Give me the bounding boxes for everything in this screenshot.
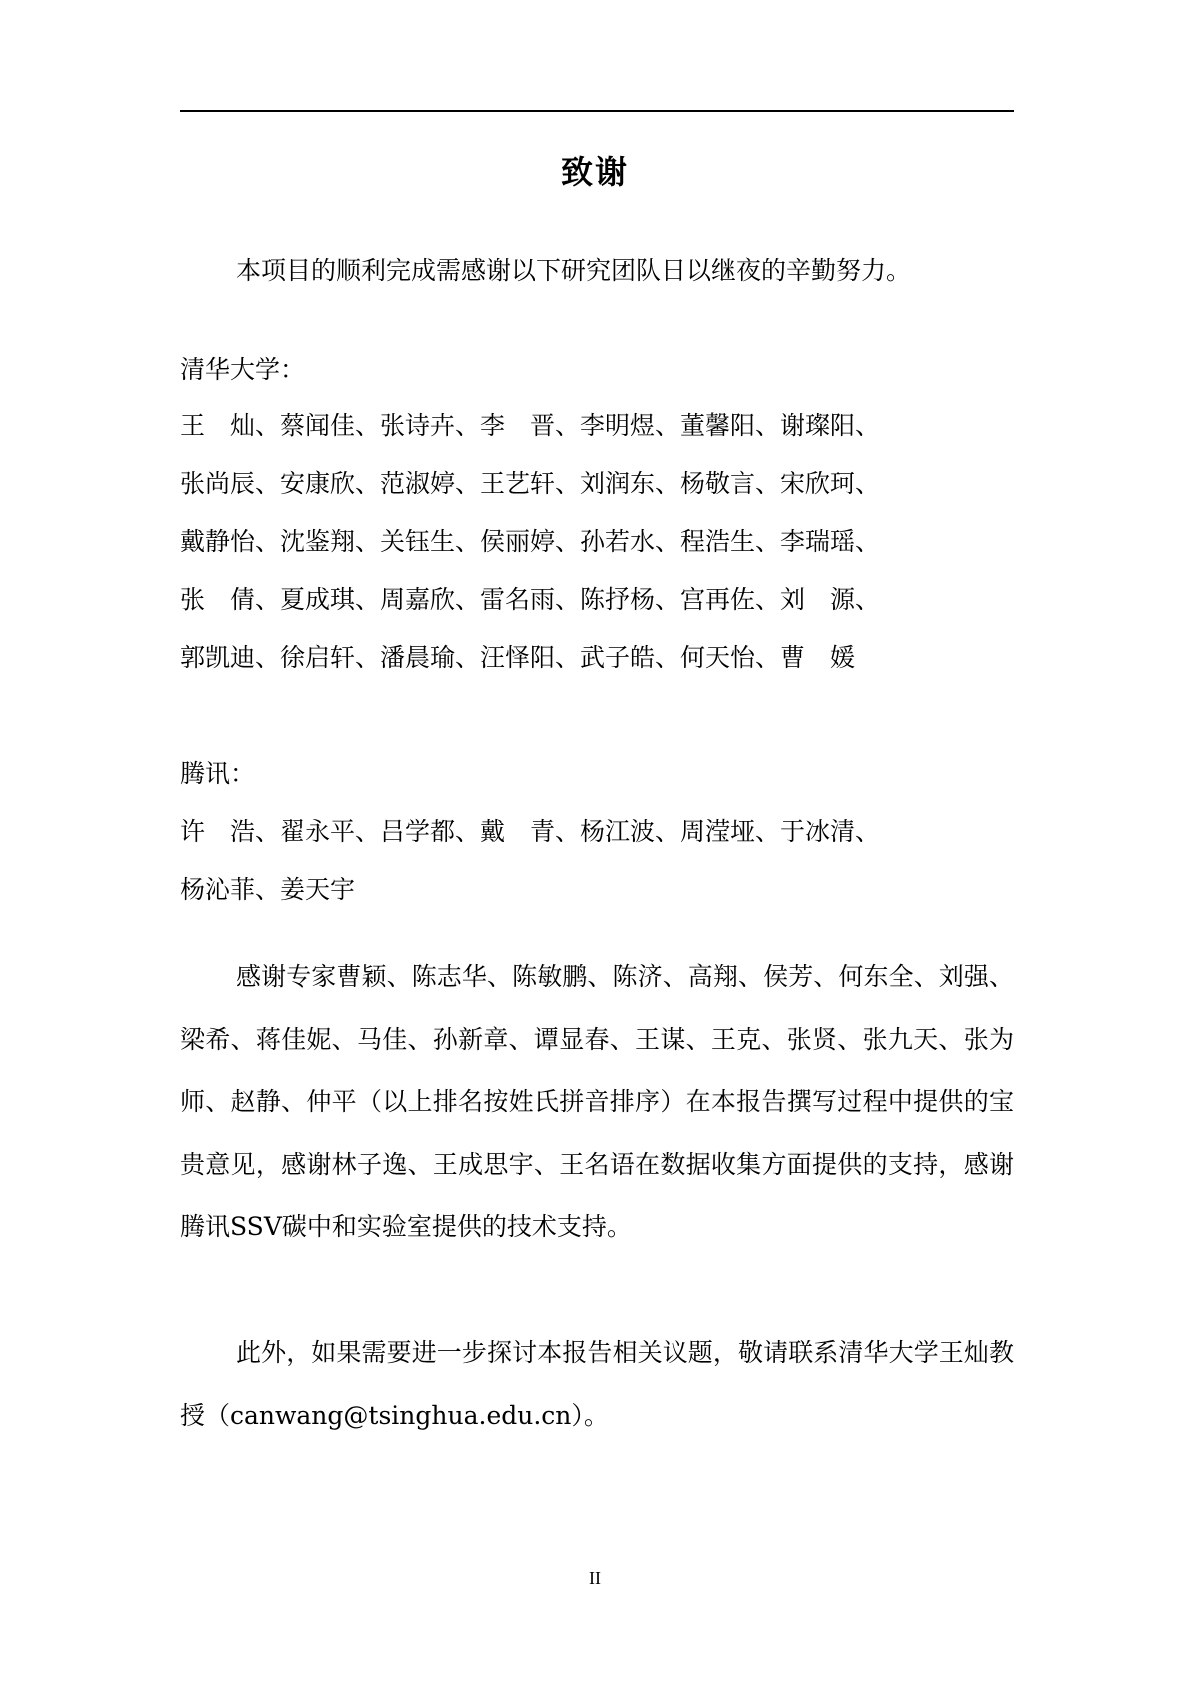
experts-paragraph: 感谢专家曹颖、陈志华、陈敏鹏、陈济、高翔、侯芳、何东全、刘强、梁希、蒋佳妮、马佳、孙新章、谭显春、王谋、王克、张贤、张九天、张为师、赵静、仲平（以上排名按姓氏拼音排序）在本报告撰写过程中提供的宝贵意见，感谢林子逸、王成思宇、王名语在数据收集方面提供的支持，感谢腾讯SSV碳中和实验室提供的技术支持。 <box>180 962 1014 1241</box>
intro-text: 本项目的顺利完成需感谢以下研究团队日以继夜的辛勤努力。 <box>236 256 912 285</box>
name-line: 戴静怡、沈鉴翔、关钰生、侯丽婷、孙若水、程浩生、李瑞瑶、 <box>180 527 881 556</box>
name-line: 王 灿、蔡闻佳、张诗卉、李 晋、李明煜、董馨阳、谢璨阳、 <box>180 411 881 440</box>
name-line: 张 倩、夏成琪、周嘉欣、雷名雨、陈抒杨、宫再佐、刘 源、 <box>180 585 881 614</box>
contact-paragraph: 此外，如果需要进一步探讨本报告相关议题，敬请联系清华大学王灿教授（canwang@tsinghua.edu.cn）。 <box>180 1338 1014 1430</box>
group-heading-tencent: 腾讯： <box>180 759 256 788</box>
name-line: 杨沁菲、姜天宇 <box>180 875 356 904</box>
group-heading-tsinghua: 清华大学： <box>180 355 306 384</box>
name-line: 许 浩、翟永平、吕学都、戴 青、杨江波、周滢垭、于冰清、 <box>180 817 881 846</box>
page-title: 致谢 <box>560 153 629 191</box>
name-line: 张尚辰、安康欣、范淑婷、王艺轩、刘润东、杨敬言、宋欣珂、 <box>180 469 881 498</box>
header-rule <box>180 110 1014 112</box>
name-line: 郭凯迪、徐启轩、潘晨瑜、汪怿阳、武子皓、何天怡、曹 媛 <box>180 643 856 672</box>
page-number: II <box>589 1568 601 1588</box>
